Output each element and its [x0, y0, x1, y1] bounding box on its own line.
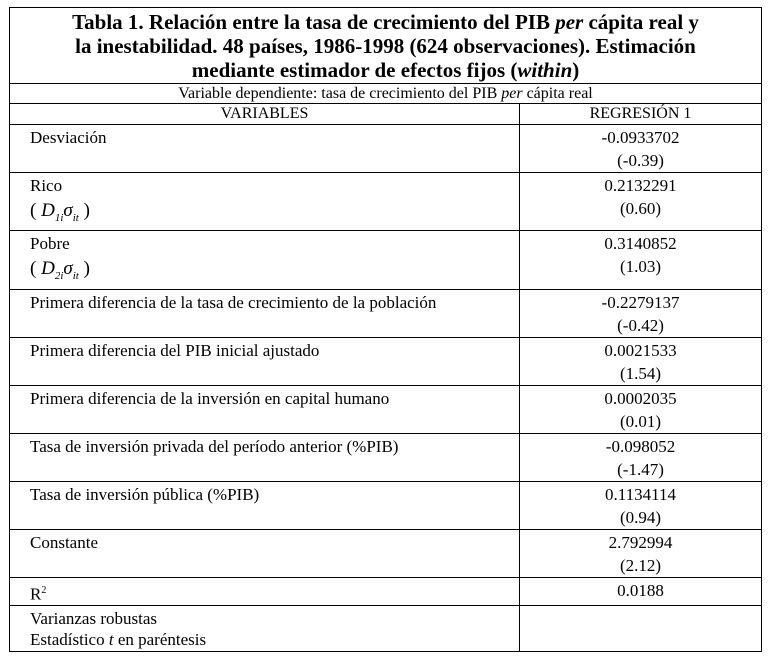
coef: -0.098052: [605, 437, 676, 456]
coef: 2.792994: [608, 533, 673, 552]
regression-table-container: [9, 7, 761, 652]
table-row: [10, 434, 762, 482]
row-label: Tasa de inversión privada del período anterior (%PIB): [10, 434, 520, 482]
row-label: Primera diferencia de la inversión en capital humano: [10, 386, 520, 434]
math-expression: ( $D_{1i}\sigma_{it}$ ): [30, 200, 90, 224]
table-row: [10, 173, 762, 231]
subtitle-pre: Variable dependiente: tasa de crecimiento del PIB: [178, 85, 502, 102]
math-d-sub: 2i: [54, 269, 64, 282]
r2-row: [10, 578, 762, 606]
tstat: (2.12): [619, 556, 662, 575]
subtitle-row: [10, 84, 762, 104]
row-value: [520, 231, 762, 290]
row-label: Tasa de inversión pública (%PIB): [10, 482, 520, 530]
notes-line1: Varianzas robustas: [30, 608, 157, 628]
math-d-sub: 1i: [54, 211, 64, 224]
table-row: [10, 231, 762, 290]
table-title: [10, 8, 762, 84]
coef: 0.0002035: [604, 389, 677, 408]
notes-line2-pre: Estadístico: [30, 629, 109, 649]
table-row: [10, 386, 762, 434]
notes-line2-post: en paréntesis: [113, 629, 207, 649]
tstat: (0.60): [619, 199, 662, 218]
title-line3-em: within: [517, 58, 573, 82]
tstat: (-0.42): [617, 316, 664, 335]
title-line1-em: per: [555, 10, 584, 34]
header-variables: VARIABLES: [10, 104, 520, 125]
coef: 0.2132291: [604, 176, 677, 195]
notes: [10, 605, 520, 651]
notes-empty-cell: [520, 605, 762, 651]
subtitle-em: per: [501, 85, 523, 102]
math-d: D: [41, 200, 55, 221]
math-sigma: σ: [63, 200, 73, 221]
row-value: [520, 530, 762, 578]
row-value: [520, 386, 762, 434]
subtitle-post: cápita real: [522, 85, 593, 102]
dependent-variable: [10, 84, 762, 104]
r2-value: 0.0188: [520, 578, 762, 606]
table-row: [10, 338, 762, 386]
header-row: [10, 104, 762, 125]
tstat: (0.01): [619, 412, 662, 431]
tstat: (-1.47): [617, 460, 664, 479]
title-line1-pre: Tabla 1. Relación entre la tasa de crecimiento del PIB: [72, 10, 556, 34]
row-label-text: Pobre: [30, 234, 70, 253]
row-value: [520, 290, 762, 338]
math-sigma-sub: it: [72, 269, 79, 282]
row-value: [520, 338, 762, 386]
row-label: [10, 173, 520, 231]
row-label: Constante: [10, 530, 520, 578]
math-d: D: [41, 258, 55, 279]
row-label: Primera diferencia de la tasa de crecimiento de la población: [10, 290, 520, 338]
r2-letter: R: [30, 584, 42, 604]
table-row: [10, 530, 762, 578]
row-label: [10, 231, 520, 290]
header-regression: REGRESIÓN 1: [520, 104, 762, 125]
math-sigma: σ: [63, 258, 73, 279]
row-label-text: Rico: [30, 176, 63, 195]
notes-line2-em: t: [108, 629, 114, 649]
row-value: [520, 482, 762, 530]
tstat: (1.54): [619, 364, 662, 383]
title-line3-pre: mediante estimador de efectos fijos (: [191, 58, 518, 82]
row-value: [520, 173, 762, 231]
coef: -0.2279137: [601, 293, 680, 312]
math-expression: ( $D_{2i}\sigma_{it}$ ): [30, 258, 90, 282]
coef: -0.0933702: [601, 128, 680, 147]
row-label: Desviación: [10, 125, 520, 173]
coef: 0.1134114: [605, 485, 676, 504]
table-row: [10, 125, 762, 173]
r2-sup: 2: [41, 585, 47, 596]
row-label: Primera diferencia del PIB inicial ajustado: [10, 338, 520, 386]
notes-row: [10, 605, 762, 651]
table-row: [10, 482, 762, 530]
regression-table: [9, 7, 762, 652]
table-row: [10, 290, 762, 338]
math-sigma-sub: it: [72, 211, 79, 224]
row-value: [520, 434, 762, 482]
tstat: (-0.39): [617, 151, 664, 170]
row-value: [520, 125, 762, 173]
tstat: (1.03): [619, 257, 662, 276]
title-line2: la inestabilidad. 48 países, 1986-1998 (624 observaciones). Estimación: [75, 34, 696, 58]
coef: 0.0021533: [604, 341, 677, 360]
title-row: [10, 8, 762, 84]
title-line1-post: cápita real y: [583, 10, 699, 34]
r2-label: [10, 578, 520, 606]
title-line3-post: ): [572, 58, 580, 82]
tstat: (0.94): [619, 508, 662, 527]
coef: 0.3140852: [604, 234, 677, 253]
